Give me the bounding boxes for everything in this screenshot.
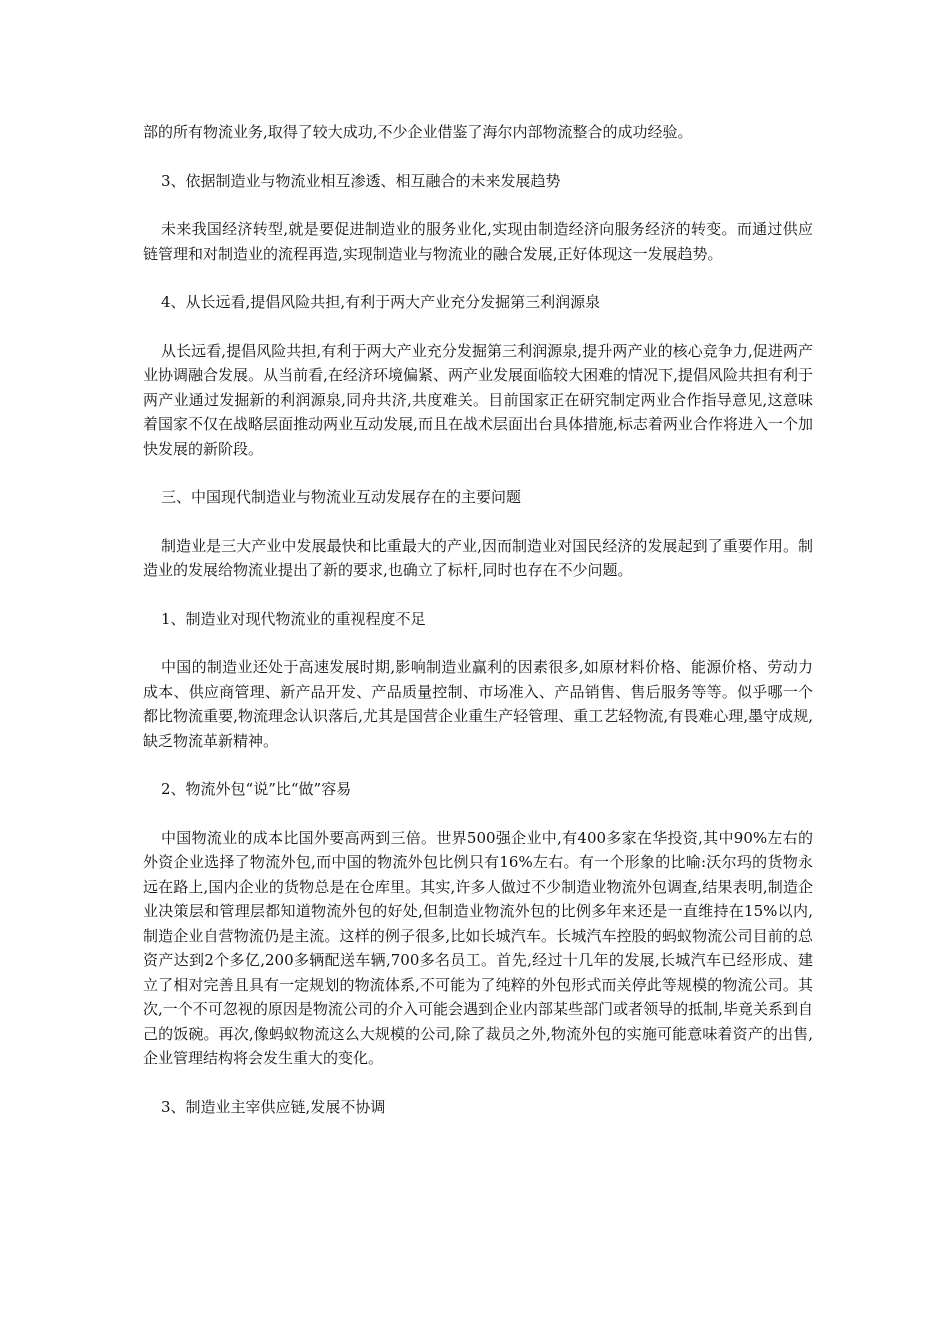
paragraph-gap bbox=[143, 802, 813, 826]
problem-heading-2: 2、物流外包“说”比“做”容易 bbox=[161, 780, 352, 798]
document-page bbox=[143, 120, 813, 1119]
problem-heading-1: 1、制造业对现代物流业的重视程度不足 bbox=[161, 609, 426, 628]
paragraph-gap bbox=[143, 315, 813, 339]
paragraph-gap bbox=[143, 145, 813, 169]
paragraph-gap bbox=[143, 193, 813, 217]
paragraph-gap bbox=[143, 753, 813, 777]
paragraph-problem-2: 中国物流业的成本比国外要高两到三倍。世界500强企业中,有400多家在华投资,其中90%左右的外资企业选择了物流外包,而中国的物流外包比例只有16%左右。有一个形象的比喻:沃尔玛的货物永远在路上,国内企业的货物总是在仓库里。其实,许多人做过不少制造业物流外包调查,结果表明,制造企业决策层和管理层都知道物流外包的好处,但制造业物流外包的比例多年来还是一直维持在15%以内,制造企业自营物流仍是主流。这样的例子很多,比如长城汽车。长城汽车控股的蚂蚁物流公司目前的总资产达到2个多亿,200多辆配送车辆,700多名员工。首先,经过十几年的发展,长城汽车已经形成、建立了相对完善且具有一定规划的物流体系,不可能为了纯粹的外包形式而关停此等规模的物流公司。其次,一个不可忽视的原因是物流公司的介入可能会遇到企业内部某些部门或者领导的抵制,毕竟关系到自己的饭碗。再次,像蚂蚁物流这么大规模的公司,除了裁员之外,物流外包的实施可能意味着资产的出售,企业管理结构将会发生重大的变化。 bbox=[143, 828, 813, 1067]
paragraph-gap bbox=[143, 631, 813, 655]
paragraph-manufacturing-intro: 制造业是三大产业中发展最快和比重最大的产业,因而制造业对国民经济的发展起到了重要作用。制造业的发展给物流业提出了新的要求,也确立了标杆,同时也存在不少问题。 bbox=[143, 536, 813, 579]
paragraph-gap bbox=[143, 510, 813, 534]
paragraph-continuation: 部的所有物流业务,取得了较大成功,不少企业借鉴了海尔内部物流整合的成功经验。 bbox=[143, 123, 693, 141]
paragraph-gap bbox=[143, 461, 813, 485]
paragraph-gap bbox=[143, 266, 813, 290]
problem-heading-3: 3、制造业主宰供应链,发展不协调 bbox=[161, 1097, 386, 1116]
paragraph-problem-1: 中国的制造业还处于高速发展时期,影响制造业赢利的因素很多,如原材料价格、能源价格、劳动力成本、供应商管理、新产品开发、产品质量控制、市场准入、产品销售、售后服务等等。似乎哪一个都比物流重要,物流理念认识落后,尤其是国营企业重生产轻管理、重工艺轻物流,有畏难心理,墨守成规,缺乏物流革新精神。 bbox=[143, 658, 813, 750]
paragraph-transformation: 未来我国经济转型,就是要促进制造业的服务业化,实现由制造经济向服务经济的转变。而通过供应链管理和对制造业的流程再造,实现制造业与物流业的融合发展,正好体现这一发展趋势。 bbox=[143, 220, 813, 263]
paragraph-gap bbox=[143, 1071, 813, 1095]
section-heading-3: 3、依据制造业与物流业相互渗透、相互融合的未来发展趋势 bbox=[161, 171, 561, 190]
section-heading-4: 4、从长远看,提倡风险共担,有利于两大产业充分发掘第三利润源泉 bbox=[161, 293, 601, 311]
paragraph-gap bbox=[143, 583, 813, 607]
chapter-heading-three: 三、中国现代制造业与物流业互动发展存在的主要问题 bbox=[161, 488, 522, 506]
paragraph-risk-sharing: 从长远看,提倡风险共担,有利于两大产业充分发掘第三利润源泉,提升两产业的核心竞争力,促进两产业协调融合发展。从当前看,在经济环境偏紧、两产业发展面临较大困难的情况下,提倡风险共担有利于两产业通过发掘新的利润源泉,同舟共济,共度难关。目前国家正在研究制定两业合作指导意见,这意味着国家不仅在战略层面推动两业互动发展,而且在战术层面出台具体措施,标志着两业合作将进入一个加快发展的新阶段。 bbox=[143, 341, 813, 458]
